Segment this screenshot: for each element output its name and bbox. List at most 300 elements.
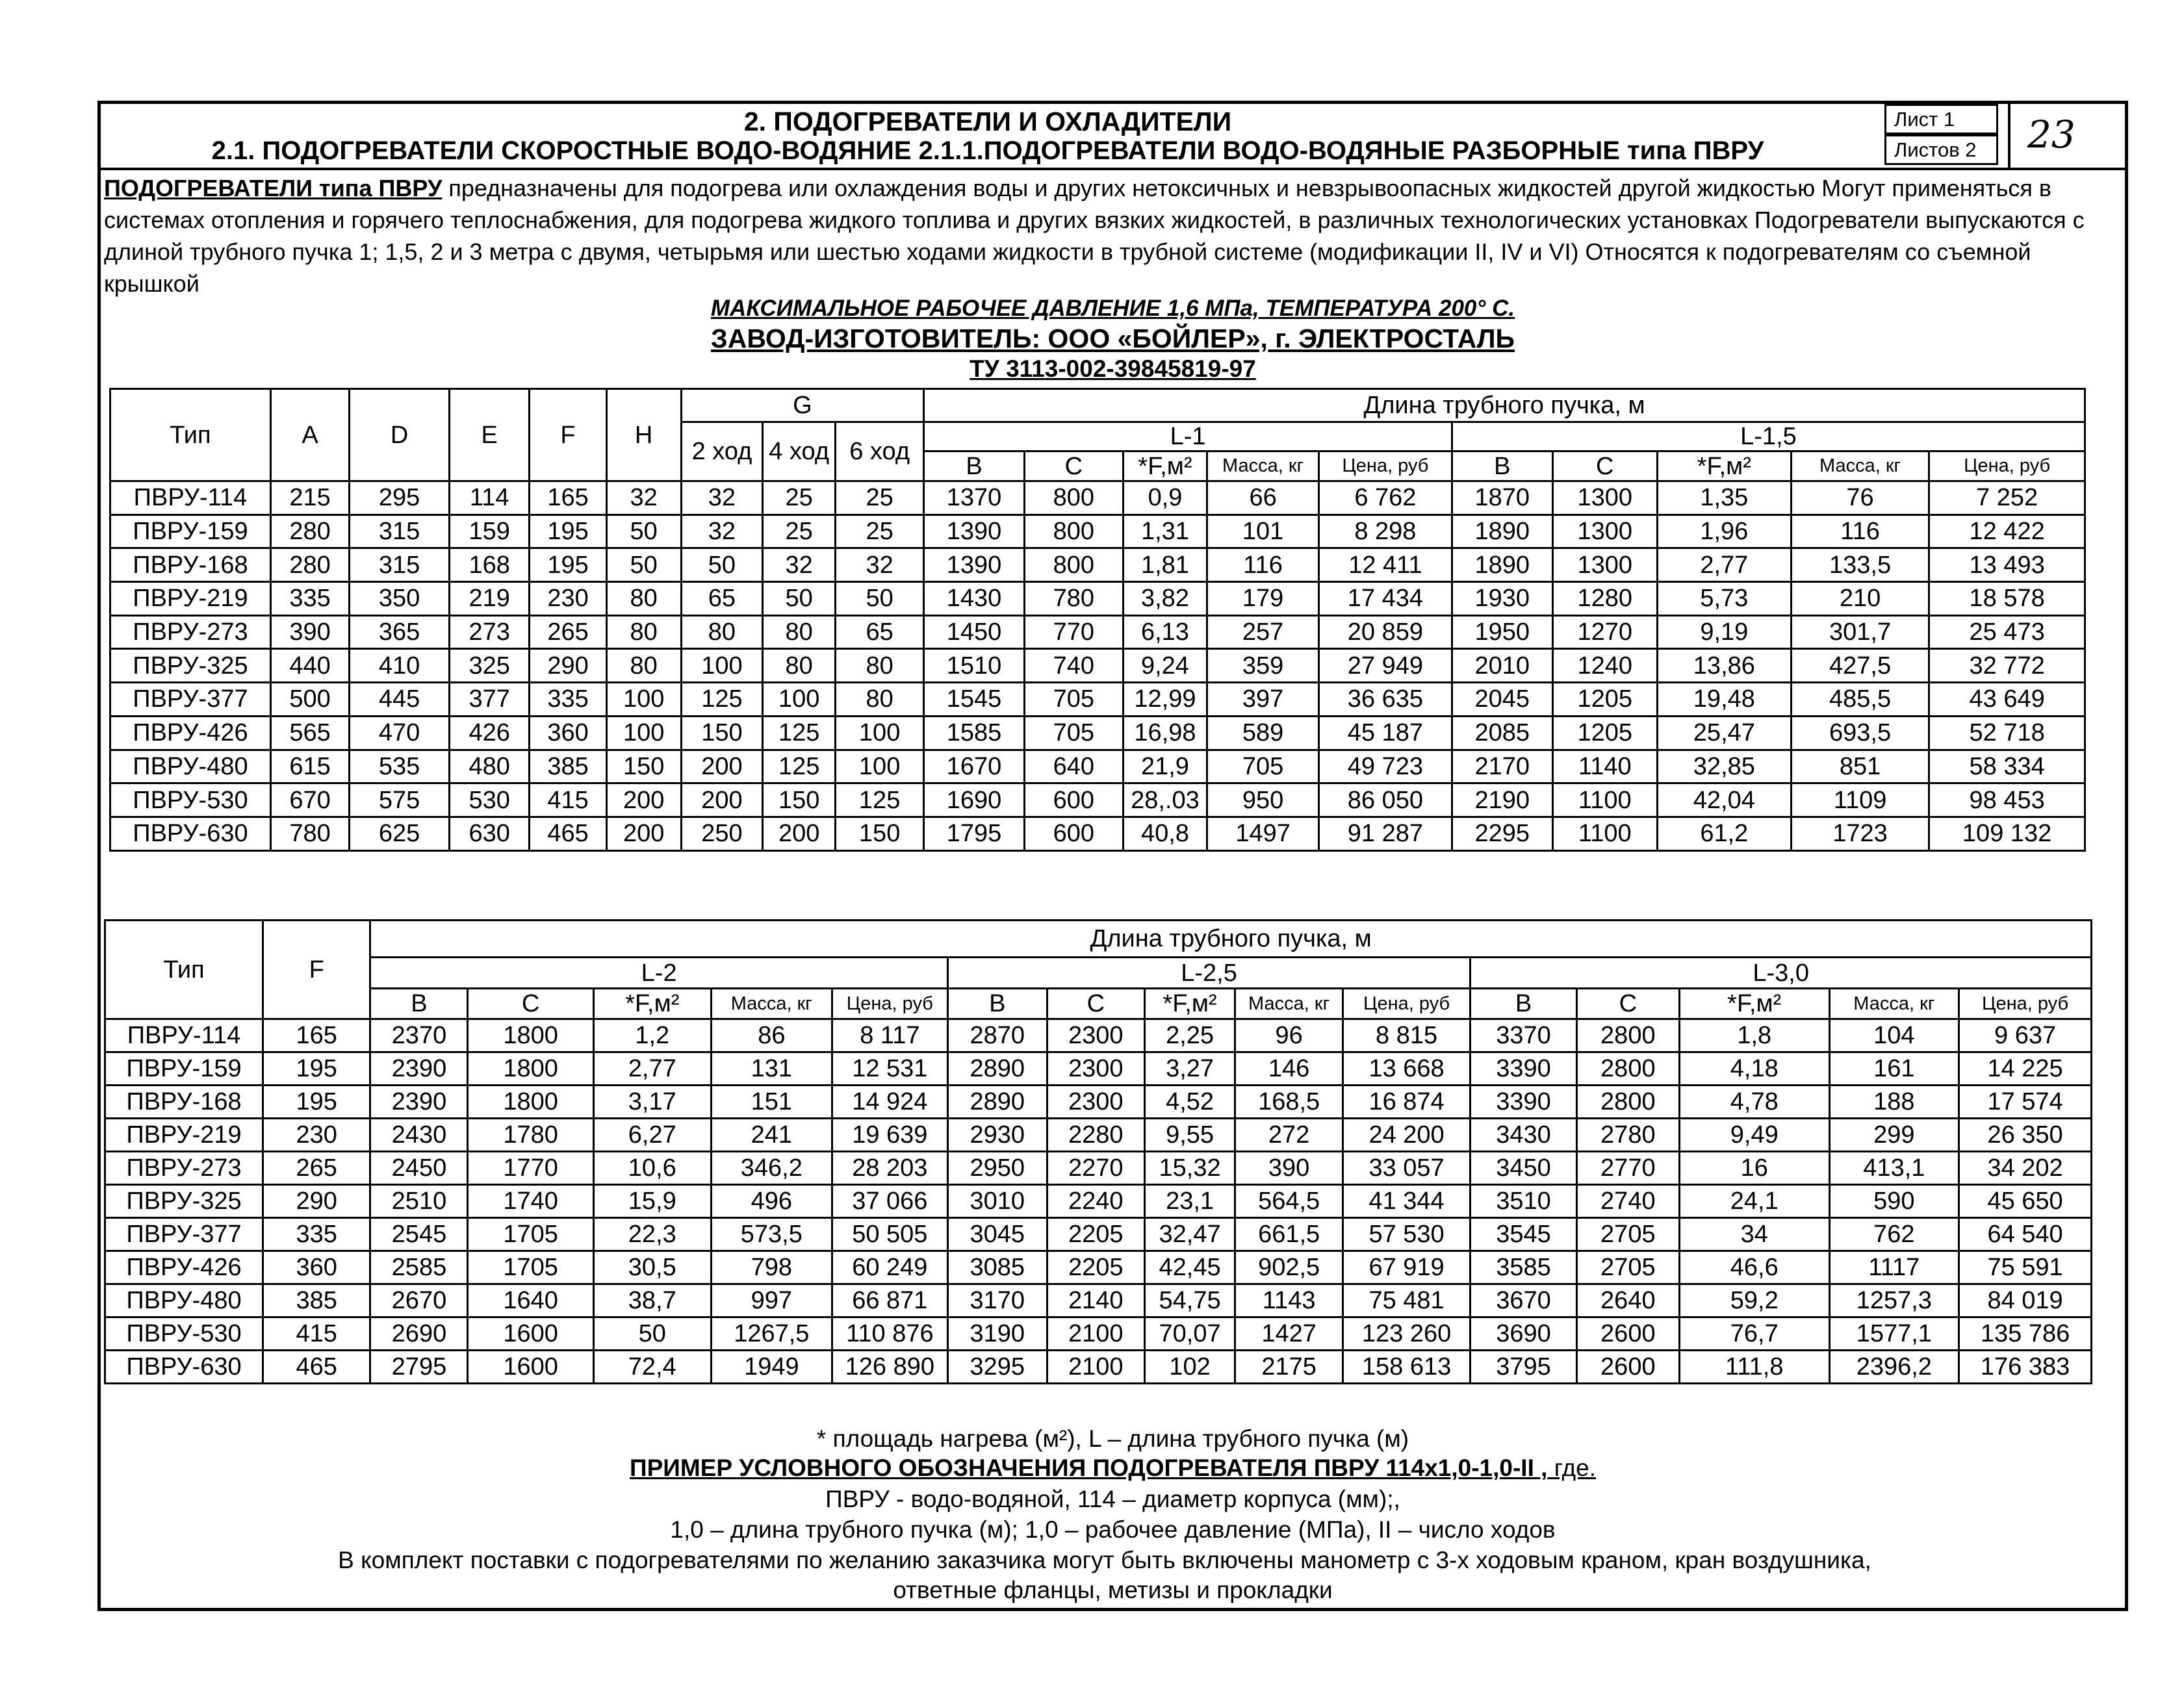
table-cell: 365 <box>350 615 450 649</box>
table-cell: ПВРУ-114 <box>110 481 271 515</box>
table-cell: 4,18 <box>1679 1052 1829 1086</box>
table-cell: 2085 <box>1452 716 1552 750</box>
table-cell: 2175 <box>1235 1351 1343 1384</box>
table-cell: 2045 <box>1452 683 1552 717</box>
table-cell: 693,5 <box>1791 716 1929 750</box>
table-cell: ПВРУ-530 <box>110 783 271 817</box>
table-cell: 100 <box>836 750 924 783</box>
table-cell: 133,5 <box>1791 548 1929 582</box>
section-subtitle: 2.1. ПОДОГРЕВАТЕЛИ СКОРОСТНЫЕ ВОДО-ВОДЯНИЕ 2.1.1.ПОДОГРЕВАТЕЛИ ВОДО-ВОДЯНЫЕ РАЗБОРНЫЕ типа ПВРУ <box>211 136 1764 165</box>
table-cell: 410 <box>350 649 450 683</box>
table-cell: 80 <box>681 615 763 649</box>
col-g4: 4 ход <box>763 422 836 481</box>
table-cell: 2450 <box>370 1152 468 1185</box>
table-cell: Масса, кг <box>1207 451 1319 481</box>
table-cell: 1430 <box>924 582 1025 616</box>
table-cell: 600 <box>1024 783 1123 817</box>
table-cell: 4,78 <box>1679 1086 1829 1119</box>
table-cell: 590 <box>1829 1185 1959 1218</box>
legend-line-1: ПВРУ - водо-водяной, 114 – диаметр корпуса (мм);, <box>825 1486 1400 1512</box>
table-cell: ПВРУ-426 <box>105 1251 263 1284</box>
table-cell: 25 473 <box>1929 615 2085 649</box>
table-cell: 1390 <box>924 515 1025 548</box>
table-row <box>105 1185 2092 1218</box>
table-cell: 33 057 <box>1343 1152 1470 1185</box>
table-cell: 295 <box>350 481 450 515</box>
table-cell: 114 <box>449 481 529 515</box>
table-cell: *F,м² <box>1679 989 1829 1019</box>
table-cell: 290 <box>263 1185 370 1218</box>
section-title: 2. ПОДОГРЕВАТЕЛИ И ОХЛАДИТЕЛИ <box>743 107 1232 136</box>
table-cell: ПВРУ-114 <box>105 1019 263 1052</box>
table-cell: 32 <box>681 515 763 548</box>
table-cell: 8 117 <box>832 1019 947 1052</box>
table-cell: 50 505 <box>832 1218 947 1251</box>
table-cell: Масса, кг <box>1791 451 1929 481</box>
table-cell: 146 <box>1235 1052 1343 1086</box>
table-cell: 335 <box>530 683 606 717</box>
table-cell: 159 <box>449 515 529 548</box>
table-cell: 2390 <box>370 1086 468 1119</box>
table-cell: 1705 <box>468 1251 593 1284</box>
table-cell: 1510 <box>924 649 1025 683</box>
table-cell: 96 <box>1235 1019 1343 1052</box>
table-cell: 116 <box>1207 548 1319 582</box>
table-cell: C <box>1047 989 1144 1019</box>
table-cell: 397 <box>1207 683 1319 717</box>
table-cell: 3390 <box>1471 1086 1576 1119</box>
table-cell: 273 <box>449 615 529 649</box>
table-cell: 1577,1 <box>1829 1317 1959 1351</box>
table-cell: 2800 <box>1576 1019 1679 1052</box>
table-cell: 1800 <box>468 1086 593 1119</box>
table-cell: 2205 <box>1047 1218 1144 1251</box>
table-cell: 950 <box>1207 783 1319 817</box>
table-cell: 1949 <box>711 1351 832 1384</box>
table-cell: 280 <box>270 548 349 582</box>
table-cell: 705 <box>1024 716 1123 750</box>
table-cell: 2795 <box>370 1351 468 1384</box>
footnote: * площадь нагрева (м²), L – длина трубного пучка (м) <box>816 1425 1409 1452</box>
table-cell: *F,м² <box>1144 989 1235 1019</box>
table-cell: 66 871 <box>832 1284 947 1317</box>
table-cell: ПВРУ-426 <box>110 716 271 750</box>
table-row <box>105 1086 2092 1119</box>
table-cell: 76 <box>1791 481 1929 515</box>
table-cell: 272 <box>1235 1119 1343 1152</box>
table-cell: 64 540 <box>1959 1218 2092 1251</box>
table-cell: 2640 <box>1576 1284 1679 1317</box>
table-cell: 110 876 <box>832 1317 947 1351</box>
table-cell: 1143 <box>1235 1284 1343 1317</box>
tu-spec: ТУ 3113-002-39845819-97 <box>970 355 1256 382</box>
col-l30: L-3,0 <box>1471 958 2092 989</box>
table-cell: ПВРУ-325 <box>105 1185 263 1218</box>
table-cell: 1390 <box>924 548 1025 582</box>
table-cell: 2370 <box>370 1019 468 1052</box>
table-cell: 38,7 <box>593 1284 711 1317</box>
table-cell: 426 <box>449 716 529 750</box>
table-cell: 280 <box>270 515 349 548</box>
table-cell: 32 <box>763 548 836 582</box>
table-cell: Цена, руб <box>1318 451 1452 481</box>
table-cell: 25 <box>836 515 924 548</box>
table-cell: 1600 <box>468 1317 593 1351</box>
table-cell: 565 <box>270 716 349 750</box>
table-cell: 3370 <box>1471 1019 1576 1052</box>
table-cell: 2300 <box>1047 1052 1144 1086</box>
table-cell: 1257,3 <box>1829 1284 1959 1317</box>
table-cell: 359 <box>1207 649 1319 683</box>
table-cell: 902,5 <box>1235 1251 1343 1284</box>
table-cell: ПВРУ-273 <box>105 1152 263 1185</box>
table-cell: 762 <box>1829 1218 1959 1251</box>
table-cell: 61,2 <box>1657 817 1791 850</box>
table-cell: 1890 <box>1452 515 1552 548</box>
manufacturer: ЗАВОД-ИЗГОТОВИТЕЛЬ: ООО «БОЙЛЕР», г. ЭЛЕКТРОСТАЛЬ <box>711 324 1515 353</box>
table-cell: 17 434 <box>1318 582 1452 616</box>
table-cell: B <box>1452 451 1552 481</box>
table-cell: 150 <box>681 716 763 750</box>
table-cell: ПВРУ-377 <box>110 683 271 717</box>
table-cell: 3,27 <box>1144 1052 1235 1086</box>
table-cell: 2585 <box>370 1251 468 1284</box>
spec-table-1 <box>109 388 2086 852</box>
table-cell: 2100 <box>1047 1351 1144 1384</box>
table-cell: 1100 <box>1552 817 1657 850</box>
table-cell: 440 <box>270 649 349 683</box>
table-cell: 34 <box>1679 1218 1829 1251</box>
table-cell: 630 <box>449 817 529 850</box>
table-cell: 50 <box>593 1317 711 1351</box>
table-cell: 70,07 <box>1144 1317 1235 1351</box>
col-l25: L-2,5 <box>947 958 1471 989</box>
header-divider <box>97 168 2128 170</box>
table-cell: ПВРУ-168 <box>105 1086 263 1119</box>
table-cell: 1640 <box>468 1284 593 1317</box>
table-cell: 195 <box>263 1052 370 1086</box>
table-cell: 9 637 <box>1959 1019 2092 1052</box>
intro-paragraph <box>104 172 2118 299</box>
table-cell: 770 <box>1024 615 1123 649</box>
table-cell: 22,3 <box>593 1218 711 1251</box>
table-cell: 40,8 <box>1123 817 1207 850</box>
table-cell: 111,8 <box>1679 1351 1829 1384</box>
table-cell: 195 <box>263 1086 370 1119</box>
table-cell: 3670 <box>1471 1284 1576 1317</box>
table-cell: Цена, руб <box>832 989 947 1019</box>
table-cell: 58 334 <box>1929 750 2085 783</box>
table-cell: 50 <box>606 548 681 582</box>
table-cell: 390 <box>1235 1152 1343 1185</box>
table-cell: 2190 <box>1452 783 1552 817</box>
col-type: Тип <box>105 921 263 1019</box>
spec-table-2 <box>104 919 2092 1384</box>
table-cell: 45 187 <box>1318 716 1452 750</box>
table-cell: 1497 <box>1207 817 1319 850</box>
table-cell: 24 200 <box>1343 1119 1470 1152</box>
table-cell: 360 <box>263 1251 370 1284</box>
table-cell: 800 <box>1024 515 1123 548</box>
table-cell: 780 <box>270 817 349 850</box>
example-designation <box>97 1454 2128 1482</box>
table-cell: 2300 <box>1047 1086 1144 1119</box>
table-cell: 102 <box>1144 1351 1235 1384</box>
table-cell: 126 890 <box>832 1351 947 1384</box>
table-cell: 3010 <box>947 1185 1047 1218</box>
table-cell: 125 <box>763 750 836 783</box>
table-cell: 301,7 <box>1791 615 1929 649</box>
table-cell: 57 530 <box>1343 1218 1470 1251</box>
table-cell: 230 <box>263 1119 370 1152</box>
table-cell: ПВРУ-219 <box>105 1119 263 1152</box>
table-cell: 16 <box>1679 1152 1829 1185</box>
table-cell: 19 639 <box>832 1119 947 1152</box>
table-cell: B <box>370 989 468 1019</box>
table-cell: 125 <box>763 716 836 750</box>
table-cell: 780 <box>1024 582 1123 616</box>
table-cell: C <box>468 989 593 1019</box>
table-cell: 65 <box>681 582 763 616</box>
table-cell: 125 <box>836 783 924 817</box>
table-cell: 2800 <box>1576 1052 1679 1086</box>
table-row <box>110 817 2085 850</box>
table-cell: 125 <box>681 683 763 717</box>
table-cell: 12 422 <box>1929 515 2085 548</box>
table-cell: 3585 <box>1471 1251 1576 1284</box>
table-cell: 589 <box>1207 716 1319 750</box>
table-cell: 2780 <box>1576 1119 1679 1152</box>
table-row <box>105 1317 2092 1351</box>
table-cell: 445 <box>350 683 450 717</box>
table-row <box>110 716 2085 750</box>
table-cell: 168,5 <box>1235 1086 1343 1119</box>
table-cell: 54,75 <box>1144 1284 1235 1317</box>
table-cell: 41 344 <box>1343 1185 1470 1218</box>
table-cell: 32 772 <box>1929 649 2085 683</box>
col-g: G <box>681 389 923 422</box>
table-cell: 2100 <box>1047 1317 1144 1351</box>
table-cell: 705 <box>1024 683 1123 717</box>
table-cell: 50 <box>681 548 763 582</box>
table-cell: 485,5 <box>1791 683 1929 717</box>
table-cell: 3170 <box>947 1284 1047 1317</box>
table-cell: 16 874 <box>1343 1086 1470 1119</box>
table-cell: 1427 <box>1235 1317 1343 1351</box>
table-cell: 168 <box>449 548 529 582</box>
table-cell: 200 <box>606 783 681 817</box>
table-cell: 80 <box>606 615 681 649</box>
table-cell: 3295 <box>947 1351 1047 1384</box>
table-cell: 195 <box>530 515 606 548</box>
table-cell: 200 <box>681 750 763 783</box>
table-cell: 385 <box>263 1284 370 1317</box>
table-cell: 2930 <box>947 1119 1047 1152</box>
table-cell: 72,4 <box>593 1351 711 1384</box>
table-cell: 5,73 <box>1657 582 1791 616</box>
table-cell: 1870 <box>1452 481 1552 515</box>
table-cell: 59,2 <box>1679 1284 1829 1317</box>
table-cell: 1280 <box>1552 582 1657 616</box>
table-cell: 2890 <box>947 1086 1047 1119</box>
table-cell: 1,2 <box>593 1019 711 1052</box>
table-cell: 15,32 <box>1144 1152 1235 1185</box>
table-cell: 80 <box>606 649 681 683</box>
table-cell: 3510 <box>1471 1185 1576 1218</box>
table-cell: 9,24 <box>1123 649 1207 683</box>
table-cell: 32,47 <box>1144 1218 1235 1251</box>
table-cell: 1,35 <box>1657 481 1791 515</box>
table-cell: 1723 <box>1791 817 1929 850</box>
table-cell: 3,82 <box>1123 582 1207 616</box>
table-cell: 299 <box>1829 1119 1959 1152</box>
table-cell: Масса, кг <box>711 989 832 1019</box>
table-cell: 91 287 <box>1318 817 1452 850</box>
table-cell: 1705 <box>468 1218 593 1251</box>
table-cell: 12 531 <box>832 1052 947 1086</box>
table-cell: 9,55 <box>1144 1119 1235 1152</box>
table-cell: 75 591 <box>1959 1251 2092 1284</box>
col-d: D <box>350 389 450 481</box>
table-row <box>105 1351 2092 1384</box>
table-cell: ПВРУ-159 <box>110 515 271 548</box>
table-cell: 9,19 <box>1657 615 1791 649</box>
table-cell: 17 574 <box>1959 1086 2092 1119</box>
table-cell: 19,48 <box>1657 683 1791 717</box>
table-cell: 3045 <box>947 1218 1047 1251</box>
table-cell: 32,85 <box>1657 750 1791 783</box>
table-cell: Цена, руб <box>1959 989 2092 1019</box>
table-cell: 3795 <box>1471 1351 1576 1384</box>
table-cell: 1545 <box>924 683 1025 717</box>
table-cell: ПВРУ-168 <box>110 548 271 582</box>
table-cell: 496 <box>711 1185 832 1218</box>
col-l1: L-1 <box>924 422 1452 451</box>
col-l15: L-1,5 <box>1452 422 2085 451</box>
table-cell: 851 <box>1791 750 1929 783</box>
table-cell: 573,5 <box>711 1218 832 1251</box>
table-cell: 1,96 <box>1657 515 1791 548</box>
table-cell: 2396,2 <box>1829 1351 1959 1384</box>
table-cell: 315 <box>350 548 450 582</box>
table-cell: 1450 <box>924 615 1025 649</box>
table-cell: 798 <box>711 1251 832 1284</box>
table-cell: 413,1 <box>1829 1152 1959 1185</box>
table-cell: 15,9 <box>593 1185 711 1218</box>
table-cell: 28 203 <box>832 1152 947 1185</box>
col-g2: 2 ход <box>681 422 763 481</box>
table-cell: 131 <box>711 1052 832 1086</box>
table-cell: 257 <box>1207 615 1319 649</box>
table-cell: 6,27 <box>593 1119 711 1152</box>
table-cell: 2170 <box>1452 750 1552 783</box>
table-cell: 997 <box>711 1284 832 1317</box>
table-cell: 1117 <box>1829 1251 1959 1284</box>
delivery-note-cont: ответные фланцы, метизы и прокладки <box>893 1577 1333 1603</box>
table-cell: 705 <box>1207 750 1319 783</box>
table-cell: 661,5 <box>1235 1218 1343 1251</box>
table-cell: 2600 <box>1576 1317 1679 1351</box>
table-cell: 2430 <box>370 1119 468 1152</box>
intro-lead: ПОДОГРЕВАТЕЛИ типа ПВРУ <box>104 175 443 201</box>
table-cell: 80 <box>763 615 836 649</box>
table-cell: 210 <box>1791 582 1929 616</box>
table-cell: 2390 <box>370 1052 468 1086</box>
table-cell: 325 <box>449 649 529 683</box>
table-row <box>110 615 2085 649</box>
table-cell: ПВРУ-480 <box>105 1284 263 1317</box>
table-cell: 80 <box>606 582 681 616</box>
table-cell: 2280 <box>1047 1119 1144 1152</box>
table-cell: 1370 <box>924 481 1025 515</box>
table-cell: 2950 <box>947 1152 1047 1185</box>
table-cell: 241 <box>711 1119 832 1152</box>
table-cell: 9,49 <box>1679 1119 1829 1152</box>
table-cell: 465 <box>530 817 606 850</box>
table-cell: 2545 <box>370 1218 468 1251</box>
table-cell: ПВРУ-273 <box>110 615 271 649</box>
col-length: Длина трубного пучка, м <box>370 921 2092 958</box>
table-cell: 1690 <box>924 783 1025 817</box>
table-cell: ПВРУ-530 <box>105 1317 263 1351</box>
table-row <box>110 649 2085 683</box>
table-cell: 200 <box>681 783 763 817</box>
table-cell: *F,м² <box>1123 451 1207 481</box>
table-cell: 600 <box>1024 817 1123 850</box>
table-cell: Масса, кг <box>1235 989 1343 1019</box>
table-cell: 480 <box>449 750 529 783</box>
col-f: F <box>530 389 606 481</box>
table-cell: 165 <box>263 1019 370 1052</box>
table-cell: 14 924 <box>832 1086 947 1119</box>
table-cell: 640 <box>1024 750 1123 783</box>
table-cell: 290 <box>530 649 606 683</box>
table-cell: 1270 <box>1552 615 1657 649</box>
table-cell: B <box>1471 989 1576 1019</box>
table-cell: 25 <box>836 481 924 515</box>
table-cell: 50 <box>763 582 836 616</box>
table-cell: 86 <box>711 1019 832 1052</box>
table-cell: 50 <box>606 515 681 548</box>
table-cell: 1205 <box>1552 683 1657 717</box>
table-cell: 265 <box>263 1152 370 1185</box>
table-cell: 150 <box>836 817 924 850</box>
table-row <box>105 1052 2092 1086</box>
table-row <box>110 481 2085 515</box>
table-row <box>110 548 2085 582</box>
table-cell: 12 411 <box>1318 548 1452 582</box>
table-cell: 24,1 <box>1679 1185 1829 1218</box>
table-cell: 800 <box>1024 481 1123 515</box>
table-cell: 2,77 <box>1657 548 1791 582</box>
table-cell: 10,6 <box>593 1152 711 1185</box>
table-cell: 315 <box>350 515 450 548</box>
table-cell: 465 <box>263 1351 370 1384</box>
table-cell: 20 859 <box>1318 615 1452 649</box>
table-cell: 116 <box>1791 515 1929 548</box>
table-cell: 6,13 <box>1123 615 1207 649</box>
table-cell: 3,17 <box>593 1086 711 1119</box>
table-cell: 13 668 <box>1343 1052 1470 1086</box>
table-cell: 65 <box>836 615 924 649</box>
table-cell: 1585 <box>924 716 1025 750</box>
col-e: E <box>449 389 529 481</box>
table-cell: 52 718 <box>1929 716 2085 750</box>
table-cell: 1205 <box>1552 716 1657 750</box>
table-cell: 2240 <box>1047 1185 1144 1218</box>
table-cell: C <box>1552 451 1657 481</box>
table-cell: 50 <box>836 582 924 616</box>
